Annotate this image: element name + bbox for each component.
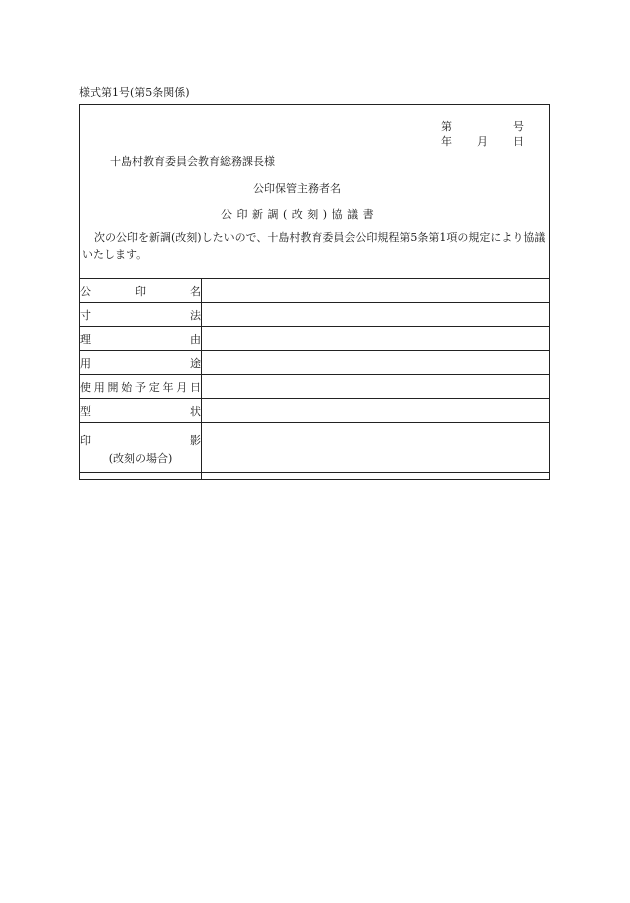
row-label: 印 影 (改刻の場合) xyxy=(80,423,202,480)
row-label: 理 由 xyxy=(80,327,202,351)
row-seal-name xyxy=(80,279,550,303)
number-suffix: 号 xyxy=(513,120,524,133)
details-table xyxy=(79,278,550,480)
row-seal-impression xyxy=(80,423,550,480)
seal-impression-note: (改刻の場合) xyxy=(108,452,173,465)
date-month: 月 xyxy=(477,135,488,148)
row-reason xyxy=(80,327,550,351)
seal-name-value[interactable] xyxy=(202,279,550,303)
dimensions-value[interactable] xyxy=(202,303,550,327)
form-frame xyxy=(79,104,550,473)
row-label: 型 状 xyxy=(80,399,202,423)
date-year: 年 xyxy=(441,135,452,148)
start-date-value[interactable] xyxy=(202,375,550,399)
form-number-label: 様式第1号(第5条関係) xyxy=(79,86,190,99)
row-label: 使 用 開 始 予 定 年 月 日 xyxy=(80,375,202,399)
row-start-date xyxy=(80,375,550,399)
row-dimensions xyxy=(80,303,550,327)
reason-value[interactable] xyxy=(202,327,550,351)
row-purpose xyxy=(80,351,550,375)
shape-value[interactable] xyxy=(202,399,550,423)
number-prefix: 第 xyxy=(441,120,452,133)
seal-holder-name: 公印保管主務者名 xyxy=(253,182,341,195)
row-shape xyxy=(80,399,550,423)
date-day: 日 xyxy=(513,135,524,148)
row-label: 公 印 名 xyxy=(80,279,202,303)
body-text: 次の公印を新調(改刻)したいので、十島村教育委員会公印規程第5条第1項の規定により協議いたします。 xyxy=(82,231,546,261)
document-title: 公印新調(改刻)協議書 xyxy=(221,208,379,221)
row-label: 用 途 xyxy=(80,351,202,375)
row-label: 寸 法 xyxy=(80,303,202,327)
seal-impression-value[interactable] xyxy=(202,423,550,480)
addressee: 十島村教育委員会教育総務課長様 xyxy=(110,155,275,168)
purpose-value[interactable] xyxy=(202,351,550,375)
